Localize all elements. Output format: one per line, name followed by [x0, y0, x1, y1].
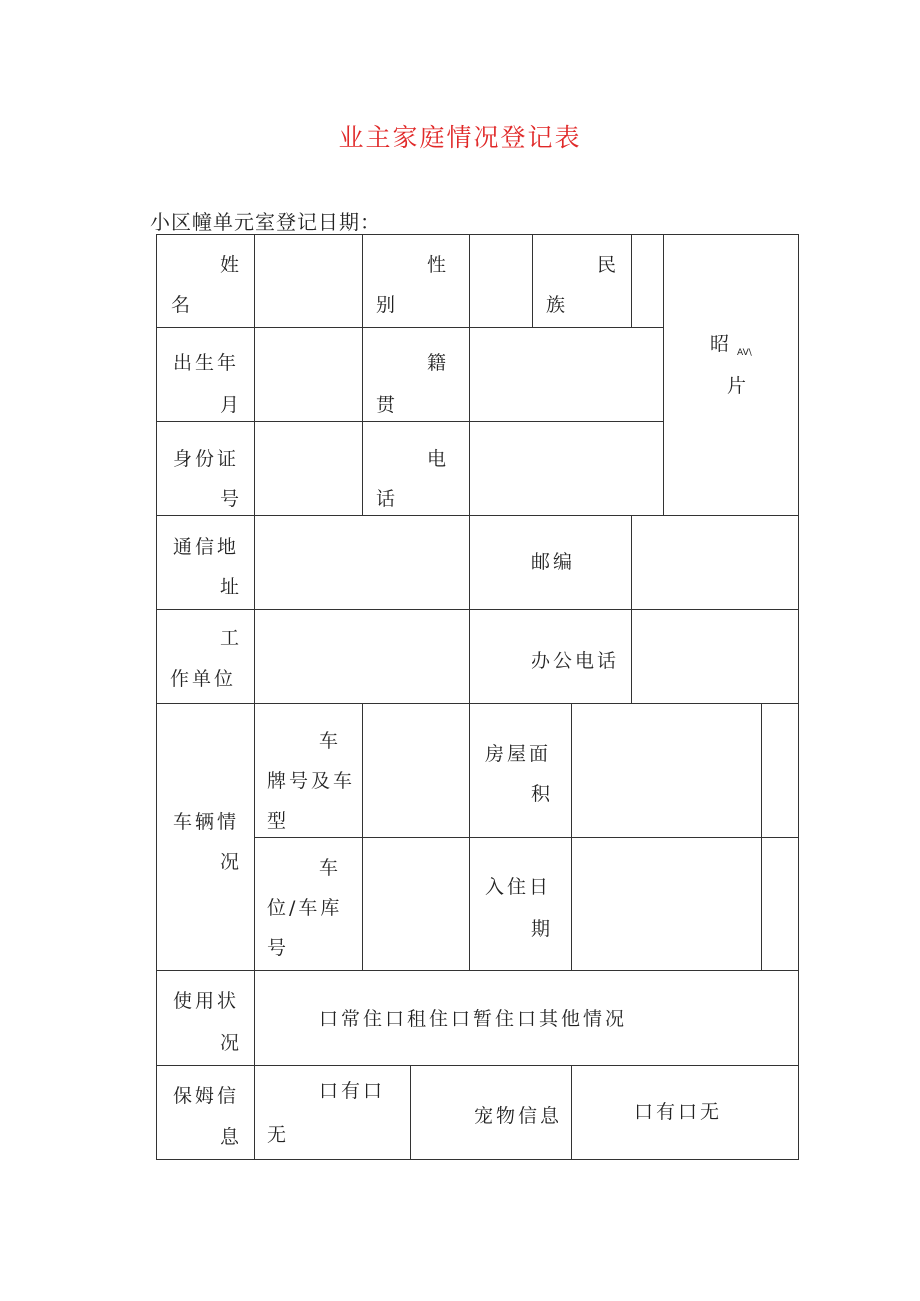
row-line	[156, 970, 799, 971]
table-border-right	[798, 234, 799, 1160]
label-name: 姓	[220, 254, 243, 276]
label-parking: 号	[267, 937, 290, 959]
label-postcode: 邮编	[531, 551, 576, 573]
label-usage: 况	[220, 1032, 243, 1054]
label-vehicle: 况	[220, 851, 243, 873]
row-line	[156, 703, 799, 704]
label-photo: 昭	[710, 333, 733, 355]
label-native-place: 贯	[376, 394, 399, 416]
form-header-line: 小区幢单元室登记日期：	[150, 210, 381, 234]
table-border-left	[156, 234, 157, 1160]
table-border-bottom	[156, 1159, 799, 1160]
label-photo-mark: AV\	[737, 348, 752, 358]
label-nanny: 保姆信	[173, 1085, 240, 1107]
label-workplace: 作单位	[170, 668, 237, 690]
label-office-phone: 办公电话	[531, 650, 620, 672]
col-line	[761, 703, 762, 971]
col-line	[631, 234, 632, 328]
label-id-card: 号	[220, 488, 243, 510]
label-phone: 话	[376, 488, 399, 510]
label-workplace: 工	[220, 627, 243, 649]
col-line	[571, 1065, 572, 1160]
label-birth: 出生年	[173, 352, 240, 374]
label-nanny: 息	[220, 1126, 243, 1148]
nanny-options: 无	[267, 1124, 290, 1146]
label-plate: 型	[267, 810, 290, 832]
label-address: 址	[220, 576, 243, 598]
col-line	[532, 234, 533, 328]
label-gender: 性	[427, 254, 450, 276]
table-border-top	[156, 234, 799, 235]
label-parking: 位/车库	[267, 897, 343, 919]
col-line	[410, 1065, 411, 1160]
page-title: 业主家庭情况登记表	[338, 123, 582, 152]
row-line	[156, 609, 799, 610]
row-line	[156, 327, 664, 328]
label-house-area: 房屋面	[485, 743, 552, 765]
col-line	[469, 234, 470, 971]
label-native-place: 籍	[427, 352, 450, 374]
nanny-options: 口有口	[319, 1080, 386, 1102]
row-line	[156, 1065, 799, 1066]
col-line	[631, 515, 632, 704]
label-parking: 车	[319, 857, 342, 879]
label-house-area: 积	[531, 783, 554, 805]
label-plate: 牌号及车	[267, 770, 356, 792]
label-vehicle: 车辆情	[173, 811, 240, 833]
col-line	[663, 234, 664, 516]
label-ethnicity: 族	[546, 294, 569, 316]
label-usage: 使用状	[173, 990, 240, 1012]
label-pet: 宠物信息	[474, 1105, 563, 1127]
label-phone: 电	[427, 448, 450, 470]
label-gender: 别	[376, 294, 399, 316]
row-line	[156, 515, 799, 516]
col-line	[362, 234, 363, 516]
label-birth: 月	[220, 394, 243, 416]
label-move-in-date: 期	[531, 918, 554, 940]
row-line	[254, 837, 799, 838]
label-ethnicity: 民	[597, 254, 620, 276]
col-line	[571, 703, 572, 971]
label-move-in-date: 入住日	[485, 876, 552, 898]
label-id-card: 身份证	[173, 448, 240, 470]
label-address: 通信地	[173, 536, 240, 558]
col-line	[362, 703, 363, 971]
label-name: 名	[171, 294, 194, 316]
label-plate: 车	[319, 730, 342, 752]
usage-options: 口常住口租住口暂住口其他情况	[319, 1008, 628, 1030]
label-photo: 片	[727, 375, 750, 397]
row-line	[156, 421, 664, 422]
col-line	[254, 234, 255, 1160]
pet-options: 口有口无	[634, 1101, 723, 1123]
